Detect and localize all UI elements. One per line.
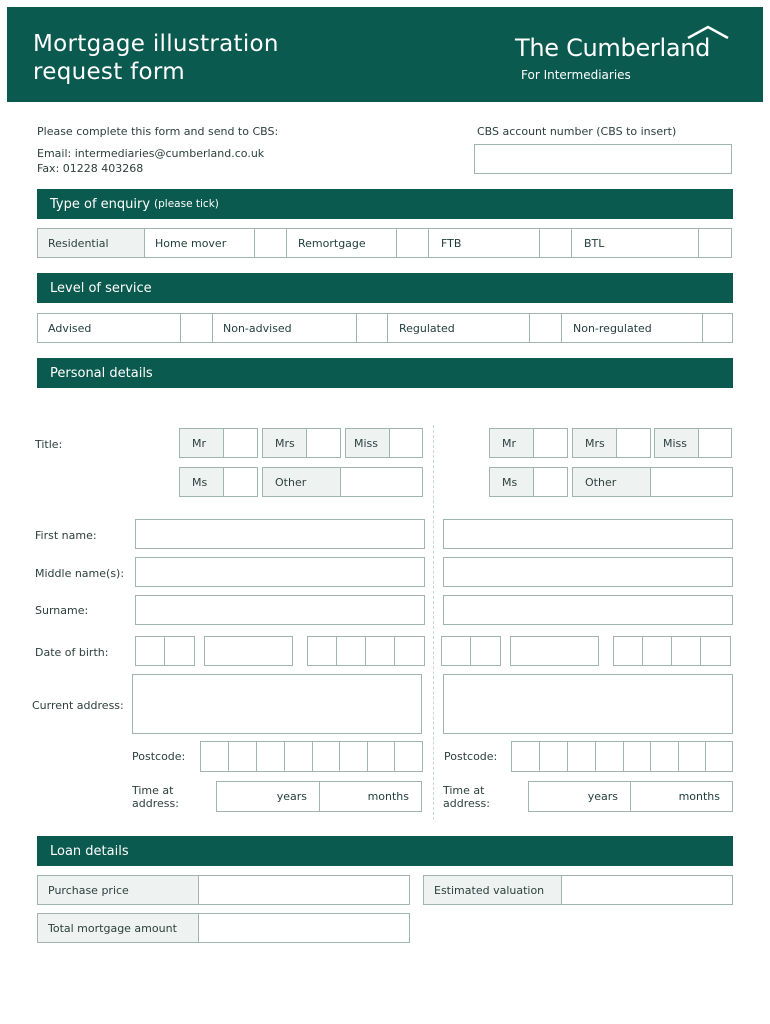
enquiry-home-mover-tick[interactable] [254,228,287,258]
service-non-regulated-label: Non-regulated [561,313,703,343]
a1-dob-year-3[interactable] [365,636,395,666]
a2-postcode-char-6[interactable] [650,741,679,772]
a1-dob-year-2[interactable] [336,636,366,666]
enquiry-section-bar [37,189,733,219]
a2-title-mrs-label: Mrs [572,428,617,458]
a1-postcode-char-1[interactable] [200,741,229,772]
title-label: Title: [35,438,63,451]
a1-months-field[interactable] [319,781,422,812]
service-section-bar [37,273,733,303]
a2-title-other-field[interactable] [650,467,733,497]
total-mortgage-field[interactable] [198,913,410,943]
total-mortgage-label: Total mortgage amount [37,913,199,943]
a1-months-unit: months [367,790,409,803]
enquiry-hint: (please tick) [154,198,219,210]
service-regulated-label: Regulated [387,313,530,343]
fax-text: Fax: 01228 403268 [37,162,144,175]
a2-years-field[interactable] [528,781,631,812]
enquiry-heading: Type of enquiry [50,196,151,212]
a1-title-other-field[interactable] [340,467,423,497]
personal-section-bar [37,358,733,388]
account-number-label: CBS account number (CBS to insert) [477,125,677,138]
a1-postcode-label: Postcode: [132,750,186,763]
a2-time-at-address-label: Time at address: [443,784,490,810]
a2-title-ms-tick[interactable] [533,467,568,497]
service-advised-label: Advised [37,313,181,343]
applicant-divider [433,425,434,820]
a2-title-miss-label: Miss [654,428,699,458]
middle-names-label: Middle name(s): [35,567,125,580]
a2-months-unit: months [678,790,720,803]
a1-postcode-char-8[interactable] [394,741,423,772]
a2-title-other-label: Other [572,467,651,497]
email-text: Email: intermediaries@cumberland.co.uk [37,147,265,160]
a2-months-field[interactable] [630,781,733,812]
a1-years-field[interactable] [216,781,320,812]
a1-title-miss-tick[interactable] [389,428,423,458]
a1-title-mrs-tick[interactable] [306,428,341,458]
a2-title-mrs-tick[interactable] [616,428,651,458]
a2-title-ms-label: Ms [489,467,534,497]
service-non-advised-label: Non-advised [212,313,357,343]
service-advised-tick[interactable] [180,313,213,343]
a2-dob-day-1[interactable] [441,636,471,666]
loan-heading: Loan details [50,843,129,859]
a1-time-at-address-label: Time at address: [132,784,179,810]
surname-label: Surname: [35,604,89,617]
a2-dob-day-2[interactable] [470,636,501,666]
a2-postcode-char-7[interactable] [678,741,706,772]
a2-first-name-field[interactable] [443,519,733,549]
enquiry-remortgage-tick[interactable] [396,228,429,258]
estimated-valuation-label: Estimated valuation [423,875,562,905]
a1-surname-field[interactable] [135,595,425,625]
a2-postcode-char-3[interactable] [567,741,596,772]
a2-dob-year-1[interactable] [613,636,643,666]
a2-postcode-char-5[interactable] [623,741,651,772]
enquiry-home-mover-label: Home mover [144,228,255,258]
brand-name: The Cumberland [515,34,711,62]
purchase-price-label: Purchase price [37,875,199,905]
estimated-valuation-field[interactable] [561,875,733,905]
a2-postcode-char-2[interactable] [539,741,568,772]
a2-title-mr-tick[interactable] [533,428,568,458]
a1-postcode-char-2[interactable] [228,741,257,772]
a2-dob-year-3[interactable] [671,636,701,666]
service-heading: Level of service [50,280,152,296]
a1-postcode-char-4[interactable] [284,741,313,772]
a1-title-mrs-label: Mrs [262,428,307,458]
a2-title-mr-label: Mr [489,428,534,458]
a1-postcode-char-3[interactable] [256,741,285,772]
a1-middle-names-field[interactable] [135,557,425,587]
service-regulated-tick[interactable] [529,313,562,343]
loan-section-bar [37,836,733,866]
a1-postcode-char-6[interactable] [339,741,368,772]
a1-title-mr-tick[interactable] [223,428,258,458]
a2-address-field[interactable] [443,674,733,734]
enquiry-btl-tick[interactable] [698,228,732,258]
service-non-advised-tick[interactable] [356,313,388,343]
a2-years-unit: years [587,790,618,803]
enquiry-remortgage-label: Remortgage [286,228,397,258]
form-title: Mortgage illustration request form [33,31,279,85]
a2-dob-year-4[interactable] [700,636,731,666]
a2-postcode-char-1[interactable] [511,741,540,772]
instruction-text: Please complete this form and send to CBS: [37,125,279,138]
a2-surname-field[interactable] [443,595,733,625]
a2-dob-month[interactable] [510,636,599,666]
brand-subtitle: For Intermediaries [521,68,631,82]
a1-postcode-char-5[interactable] [312,741,340,772]
a2-dob-year-2[interactable] [642,636,672,666]
purchase-price-field[interactable] [198,875,410,905]
a2-postcode-char-8[interactable] [705,741,733,772]
dob-label: Date of birth: [35,646,109,659]
personal-heading: Personal details [50,365,153,381]
first-name-label: First name: [35,529,97,542]
address-label: Current address: [32,699,124,712]
account-number-field[interactable] [474,144,732,174]
service-non-regulated-tick[interactable] [702,313,733,343]
a1-dob-month[interactable] [204,636,293,666]
enquiry-residential-label: Residential [37,228,145,258]
a2-title-miss-tick[interactable] [698,428,732,458]
a1-dob-year-4[interactable] [394,636,425,666]
enquiry-btl-label: BTL [571,228,699,258]
a1-dob-day-2[interactable] [164,636,195,666]
a1-first-name-field[interactable] [135,519,425,549]
a1-dob-year-1[interactable] [307,636,337,666]
a1-title-ms-label: Ms [179,467,224,497]
enquiry-ftb-tick[interactable] [539,228,572,258]
a1-title-mr-label: Mr [179,428,224,458]
enquiry-ftb-label: FTB [428,228,540,258]
a1-postcode-char-7[interactable] [367,741,395,772]
a2-postcode-label: Postcode: [444,750,498,763]
a1-title-other-label: Other [262,467,341,497]
a1-title-miss-label: Miss [345,428,390,458]
a1-years-unit: years [276,790,307,803]
a1-title-ms-tick[interactable] [223,467,258,497]
a2-middle-names-field[interactable] [443,557,733,587]
a1-address-field[interactable] [132,674,422,734]
a2-postcode-char-4[interactable] [595,741,624,772]
a1-dob-day-1[interactable] [135,636,165,666]
